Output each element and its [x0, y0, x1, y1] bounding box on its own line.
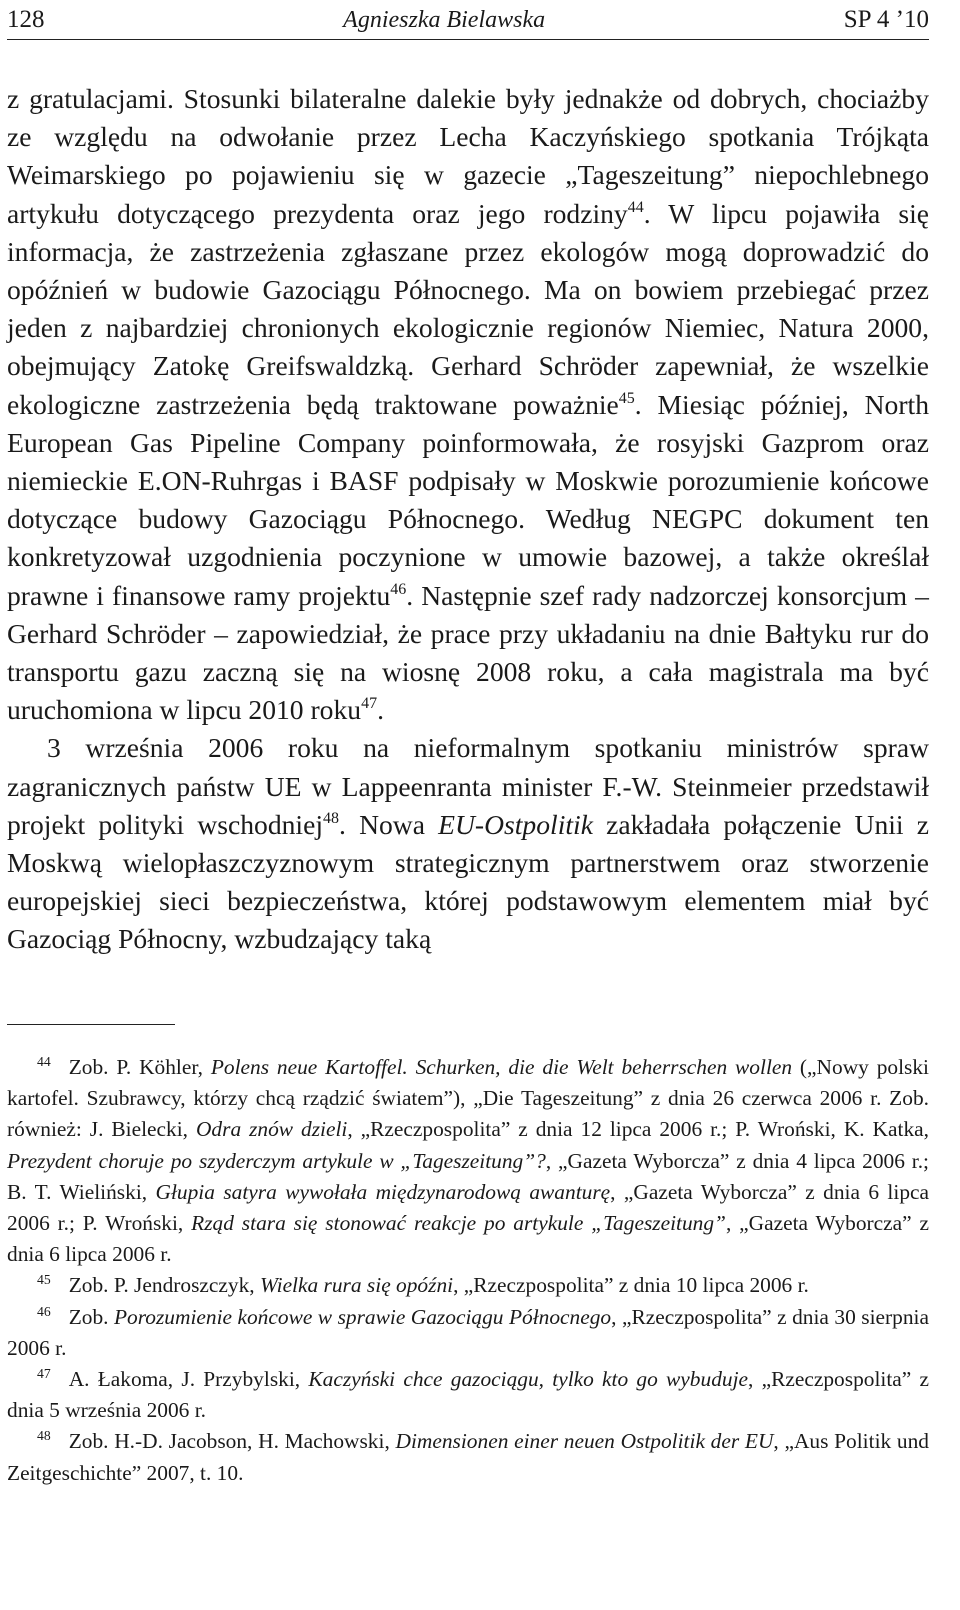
running-header: [7, 3, 929, 37]
italic-title: Odra znów dzieli: [195, 1117, 348, 1142]
page-number: 128: [7, 6, 45, 33]
text-run: , „Rzeczpospolita” z dnia 30 sierpnia 2006 r.: [7, 1304, 929, 1360]
italic-title: Dimensionen einer neuen Ostpolitik der EU: [395, 1429, 774, 1454]
text-run: . Następnie szef rady nadzorczej konsorcjum – Gerhard Schröder – zapowiedział, że prace przy układaniu na dnie Bałtyku rur do transportu gazu zaczną się na wiosnę 2008 roku, a cała magistrala ma być uruchomiona w lipcu 2010 roku: [7, 579, 929, 726]
text-run: zakładała połączenie Unii z Moskwą wielopłaszczyznowym strategicznym partnerstwem oraz stworzenie europejskiej sieci bezpieczeństwa, której podstawowym elementem miał być Gazociąg Północny, wzbudzający taką: [7, 808, 929, 955]
running-author: Agnieszka Bielawska: [343, 6, 546, 33]
text-run: , „Rzeczpospolita” z dnia 10 lipca 2006 r.: [453, 1273, 809, 1298]
footnotes: [7, 1052, 929, 1489]
header-rule: [7, 39, 929, 40]
text-run: , „Gazeta Wyborcza” z dnia 6 lipca 2006 r.: [7, 1211, 929, 1267]
text-run: , „Gazeta Wyborcza” z dnia 6 lipca 2006 r.; P. Wroński,: [7, 1179, 930, 1236]
footnote-number: 48: [37, 1428, 51, 1444]
main-text: [7, 80, 929, 959]
text-run: Zob. P. Köhler,: [68, 1055, 211, 1079]
text-run: , „Gazeta Wyborcza” z dnia 4 lipca 2006 r.; B. T. Wieliński,: [7, 1148, 929, 1204]
text-run: z gratulacjami. Stosunki bilateralne dalekie były jednakże od dobrych, chociażby ze względu na odwołanie przez Lecha Kaczyńskiego spotkania Trójkąta Weimarskiego po pojawieniu się w gazecie „Tageszeitung” niepochlebnego artykułu dotyczącego prezydenta oraz jego rodziny: [7, 83, 929, 229]
footnote-ref-44: 44: [627, 198, 644, 216]
footnote-ref-45: 45: [618, 389, 635, 407]
italic-title: Głupia satyra wywołała międzynarodową awanturę: [155, 1179, 611, 1204]
text-run: , „Aus Politik und Zeitgeschichte” 2007, t. 10.: [7, 1429, 930, 1485]
text-run: A. Łakoma, J. Przybylski,: [68, 1367, 309, 1392]
footnote-44: [7, 1052, 929, 1270]
text-run: . Miesiąc później, North European Gas Pipeline Company poinformowała, że rosyjski Gazprom oraz niemieckie E.ON-Ruhrgas i BASF podpisały w Moskwie porozumienie końcowe dotyczące budowy Gazociągu Północnego. Według NEGPC dokument ten konkretyzował uzgodnienia poczynione w umowie bazowej, a także określał prawne i finansowe ramy projektu: [7, 388, 930, 611]
paragraph-1: [7, 80, 929, 729]
footnote-number: 45: [37, 1272, 51, 1288]
paragraph-2: [7, 729, 929, 958]
footnote-48: [7, 1426, 929, 1488]
footnote-47: [7, 1364, 929, 1426]
italic-title: Rząd stara się stonować reakcje po artykule „Tageszeitung”: [191, 1211, 726, 1236]
text-run: („Nowy polski kartofel. Szubrawcy, którzy chcą rządzić światem”), „Die Tageszeitung” z dnia 26 czerwca 2006 r. Zob. również: J. Bielecki,: [7, 1055, 929, 1142]
footnote-46: [7, 1302, 929, 1364]
italic-term: EU-Ostpolitik: [438, 808, 593, 840]
text-run: 3 września 2006 roku na nieformalnym spotkaniu ministrów spraw zagranicznych państw UE w Lappeenranta minister F.-W. Steinmeier przedstawił projekt polityki wschodniej: [7, 732, 929, 840]
italic-title: Wielka rura się opóźni: [259, 1273, 454, 1298]
italic-title: Prezydent choruje po szyderczym artykule w „Tageszeitung”?: [7, 1148, 546, 1173]
text-run: Zob.: [68, 1304, 114, 1329]
footnote-number: 47: [37, 1365, 51, 1381]
footnote-number: 46: [37, 1303, 51, 1319]
footnote-ref-46: 46: [390, 580, 407, 598]
text-run: . W lipcu pojawiła się informacja, że zastrzeżenia zgłaszane przez ekologów mogą doprowadzić do opóźnień w budowie Gazociągu Północnego. Ma on bowiem przebiegać przez jeden z najbardziej chronionych ekologicznie regionów Niemiec, Natura 2000, obejmujący Zatokę Greifswaldzką. Gerhard Schröder zapewniał, że wszelkie ekologiczne zastrzeżenia będą traktowane poważnie: [7, 197, 929, 420]
footnote-number: 44: [37, 1053, 51, 1069]
text-run: Zob. P. Jendroszczyk,: [68, 1273, 260, 1298]
journal-issue: SP 4 ’10: [843, 6, 929, 33]
text-run: Zob. H.-D. Jacobson, H. Machowski,: [68, 1429, 396, 1454]
italic-title: Polens neue Kartoffel. Schurken, die die Welt beherrschen wollen: [210, 1055, 793, 1079]
footnote-ref-48: 48: [323, 809, 340, 827]
italic-title: Porozumienie końcowe w sprawie Gazociągu Północnego: [113, 1304, 612, 1329]
text-run: .: [377, 694, 384, 726]
footnote-45: [7, 1270, 929, 1301]
text-run: , „Rzeczpospolita” z dnia 5 września 2006 r.: [7, 1367, 929, 1423]
footnote-separator: [7, 1024, 175, 1025]
footnote-ref-47: 47: [361, 695, 378, 713]
italic-title: Kaczyński chce gazociągu, tylko kto go wybuduje: [308, 1367, 749, 1392]
text-run: , „Rzeczpospolita” z dnia 12 lipca 2006 r.; P. Wroński, K. Katka,: [347, 1117, 929, 1142]
text-run: . Nowa: [339, 808, 439, 840]
